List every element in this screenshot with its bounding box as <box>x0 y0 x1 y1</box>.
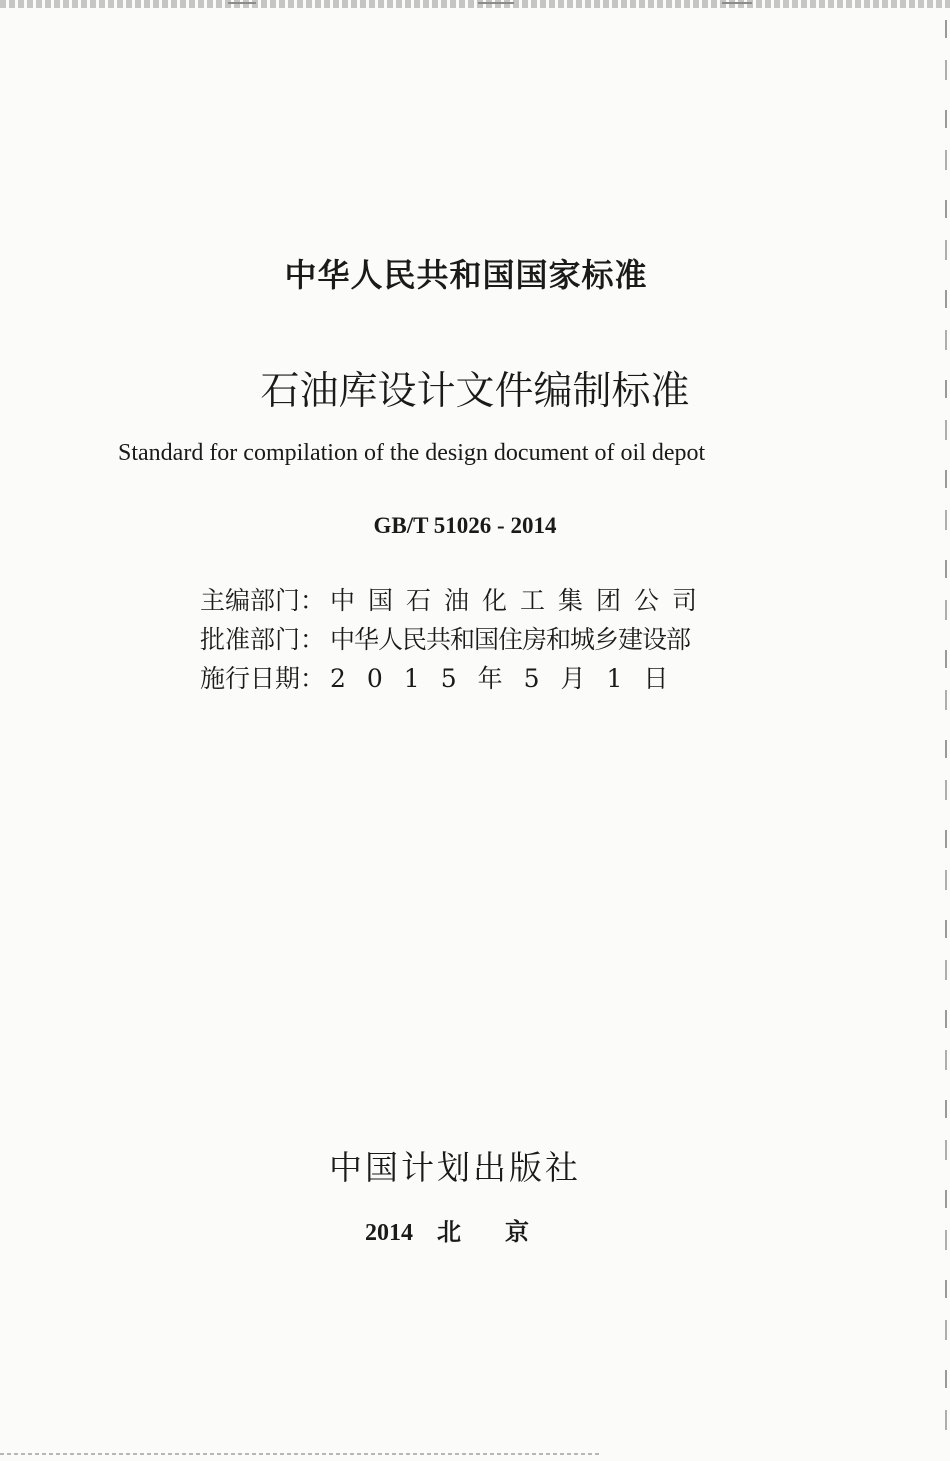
scan-artifact-bottom <box>0 1453 600 1455</box>
standard-series-heading: 中华人民共和国国家标准 <box>284 256 648 294</box>
publication-year: 2014 <box>365 1220 413 1246</box>
scan-artifact-right <box>945 20 947 1440</box>
editor-label: 主编部门： <box>200 586 326 615</box>
approver-value: 中华人民共和国住房和城乡建设部 <box>330 625 691 654</box>
publisher-name: 中国计划出版社 <box>329 1148 581 1187</box>
editor-value: 中国石油化工集团公司 <box>330 586 711 615</box>
meta-row-effective-date <box>200 659 730 695</box>
publication-place <box>365 1212 573 1247</box>
approver-label: 批准部门： <box>200 625 326 654</box>
publication-city: 北京 <box>437 1218 573 1246</box>
document-title-english: Standard for compilation of the design document of oil depot <box>118 440 706 466</box>
effective-date-label: 施行日期： <box>200 664 326 693</box>
effective-date-value: 2015年5月1日 <box>330 664 690 693</box>
document-title-chinese: 石油库设计文件编制标准 <box>260 369 690 414</box>
scan-artifact-top <box>0 0 950 8</box>
standard-code: GB/T 51026 - 2014 <box>373 513 557 538</box>
meta-row-approver <box>200 620 730 656</box>
meta-row-editor <box>200 581 730 617</box>
